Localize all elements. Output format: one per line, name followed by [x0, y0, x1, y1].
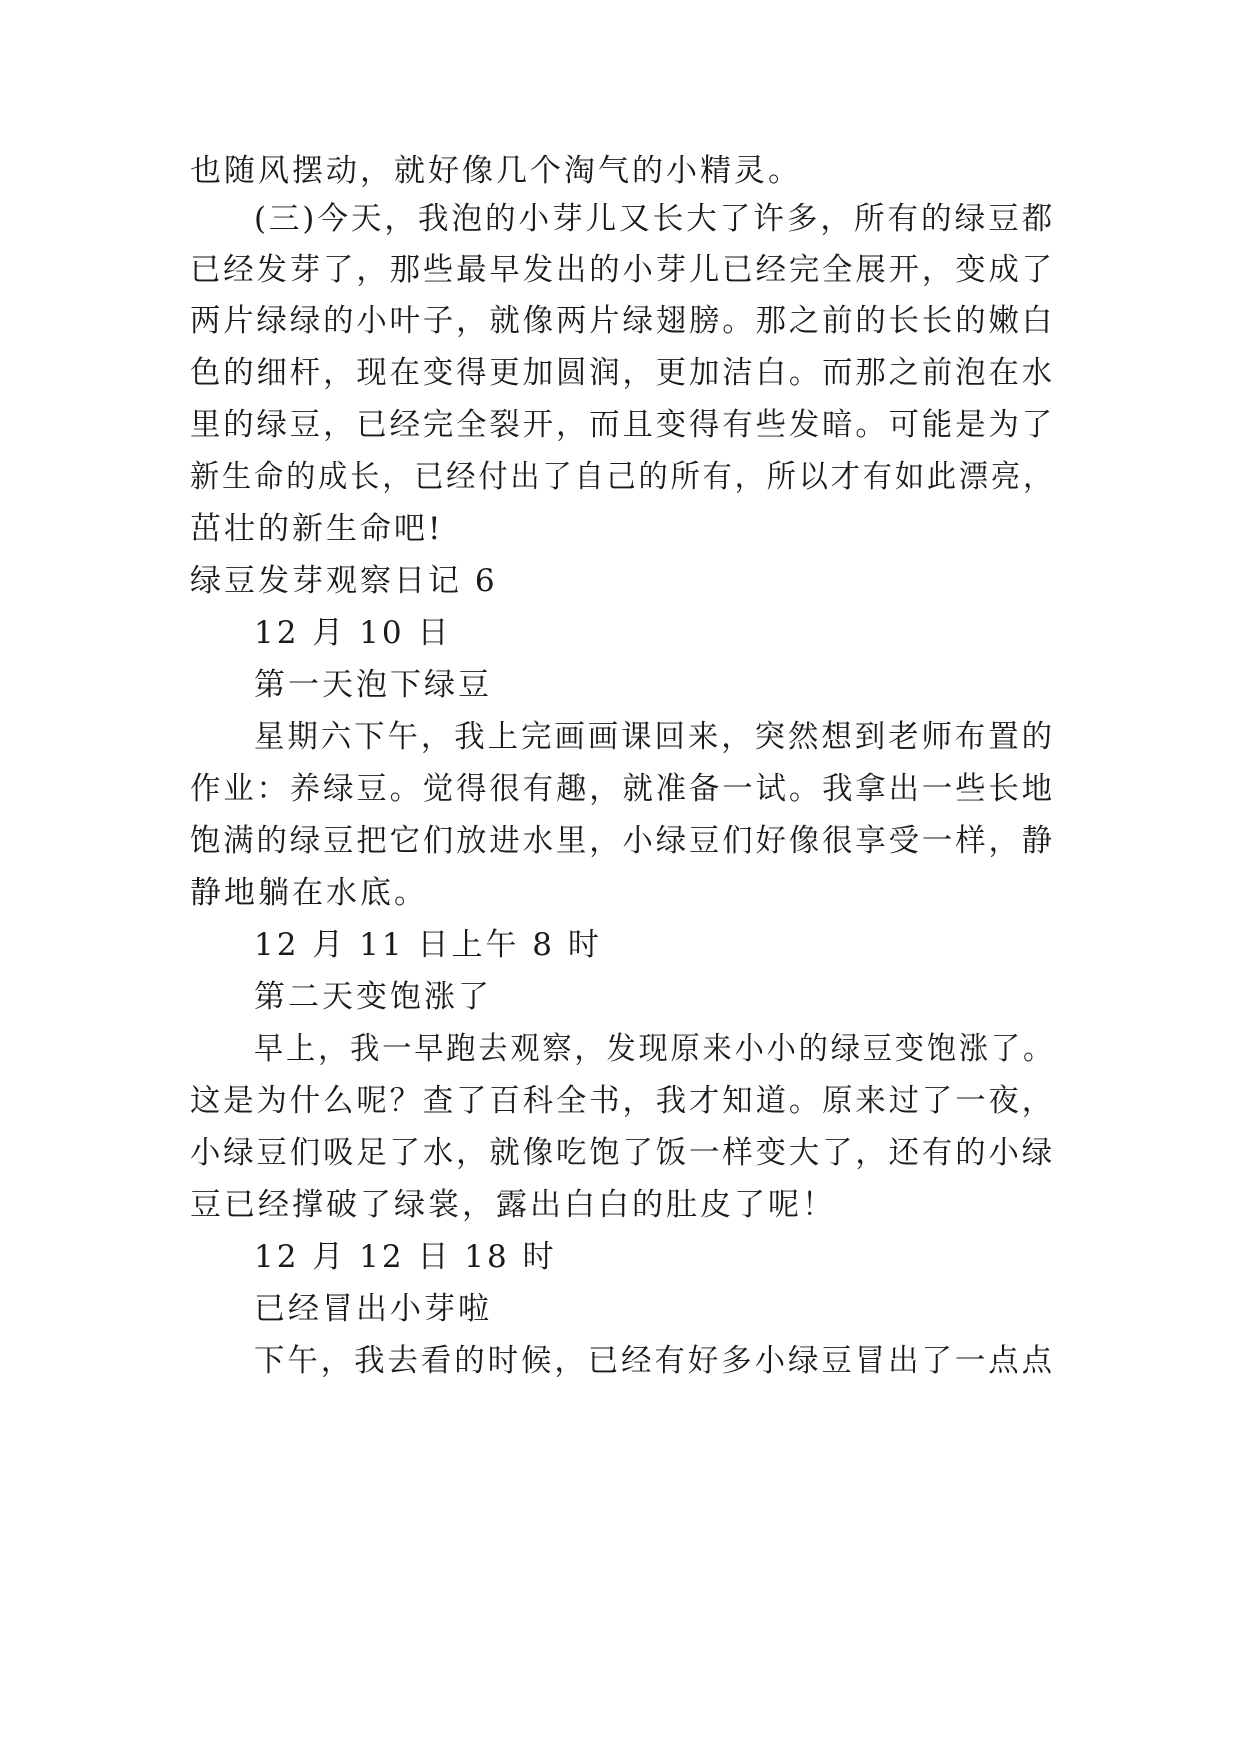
paragraph-line: 小绿豆们吸足了水，就像吃饱了饭一样变大了，还有的小绿: [190, 1135, 1055, 1171]
paragraph-line: 饱满的绿豆把它们放进水里，小绿豆们好像很享受一样，静: [190, 823, 1055, 859]
entry-heading: 第一天泡下绿豆: [254, 667, 492, 703]
paragraph-line: 两片绿绿的小叶子，就像两片绿翅膀。那之前的长长的嫩白: [190, 303, 1055, 339]
paragraph-line: 里的绿豆，已经完全裂开，而且变得有些发暗。可能是为了: [190, 407, 1055, 443]
date-heading: 12 月 12 日 18 时: [254, 1239, 557, 1275]
paragraph-line: 豆已经撑破了绿裳，露出白白的肚皮了呢！: [190, 1187, 836, 1223]
paragraph-line: 静地躺在水底。: [190, 875, 428, 911]
paragraph-line: 星期六下午，我上完画画课回来，突然想到老师布置的: [254, 719, 1055, 755]
paragraph-line: 这是为什么呢？查了百科全书，我才知道。原来过了一夜，: [190, 1083, 1055, 1119]
paragraph-line: 色的细杆，现在变得更加圆润，更加洁白。而那之前泡在水: [190, 355, 1055, 391]
paragraph-line: (三)今天，我泡的小芽儿又长大了许多，所有的绿豆都: [254, 201, 1056, 237]
paragraph-line: 已经发芽了，那些最早发出的小芽儿已经完全展开，变成了: [190, 252, 1055, 288]
date-heading: 12 月 11 日上午 8 时: [254, 927, 602, 963]
paragraph-line: 茁壮的新生命吧!: [190, 511, 444, 547]
entry-heading: 已经冒出小芽啦: [254, 1291, 492, 1327]
paragraph-line: 也随风摆动，就好像几个淘气的小精灵。: [190, 153, 802, 189]
paragraph-line: 作业：养绿豆。觉得很有趣，就准备一试。我拿出一些长地: [190, 771, 1055, 807]
paragraph-line: 早上，我一早跑去观察，发现原来小小的绿豆变饱涨了。: [254, 1031, 1055, 1067]
entry-heading: 第二天变饱涨了: [254, 979, 492, 1015]
paragraph-line: 下午，我去看的时候，已经有好多小绿豆冒出了一点点: [254, 1343, 1055, 1379]
date-heading: 12 月 10 日: [254, 615, 452, 651]
paragraph-line: 新生命的成长，已经付出了自己的所有，所以才有如此漂亮，: [190, 459, 1055, 495]
section-title: 绿豆发芽观察日记 6: [190, 563, 498, 599]
